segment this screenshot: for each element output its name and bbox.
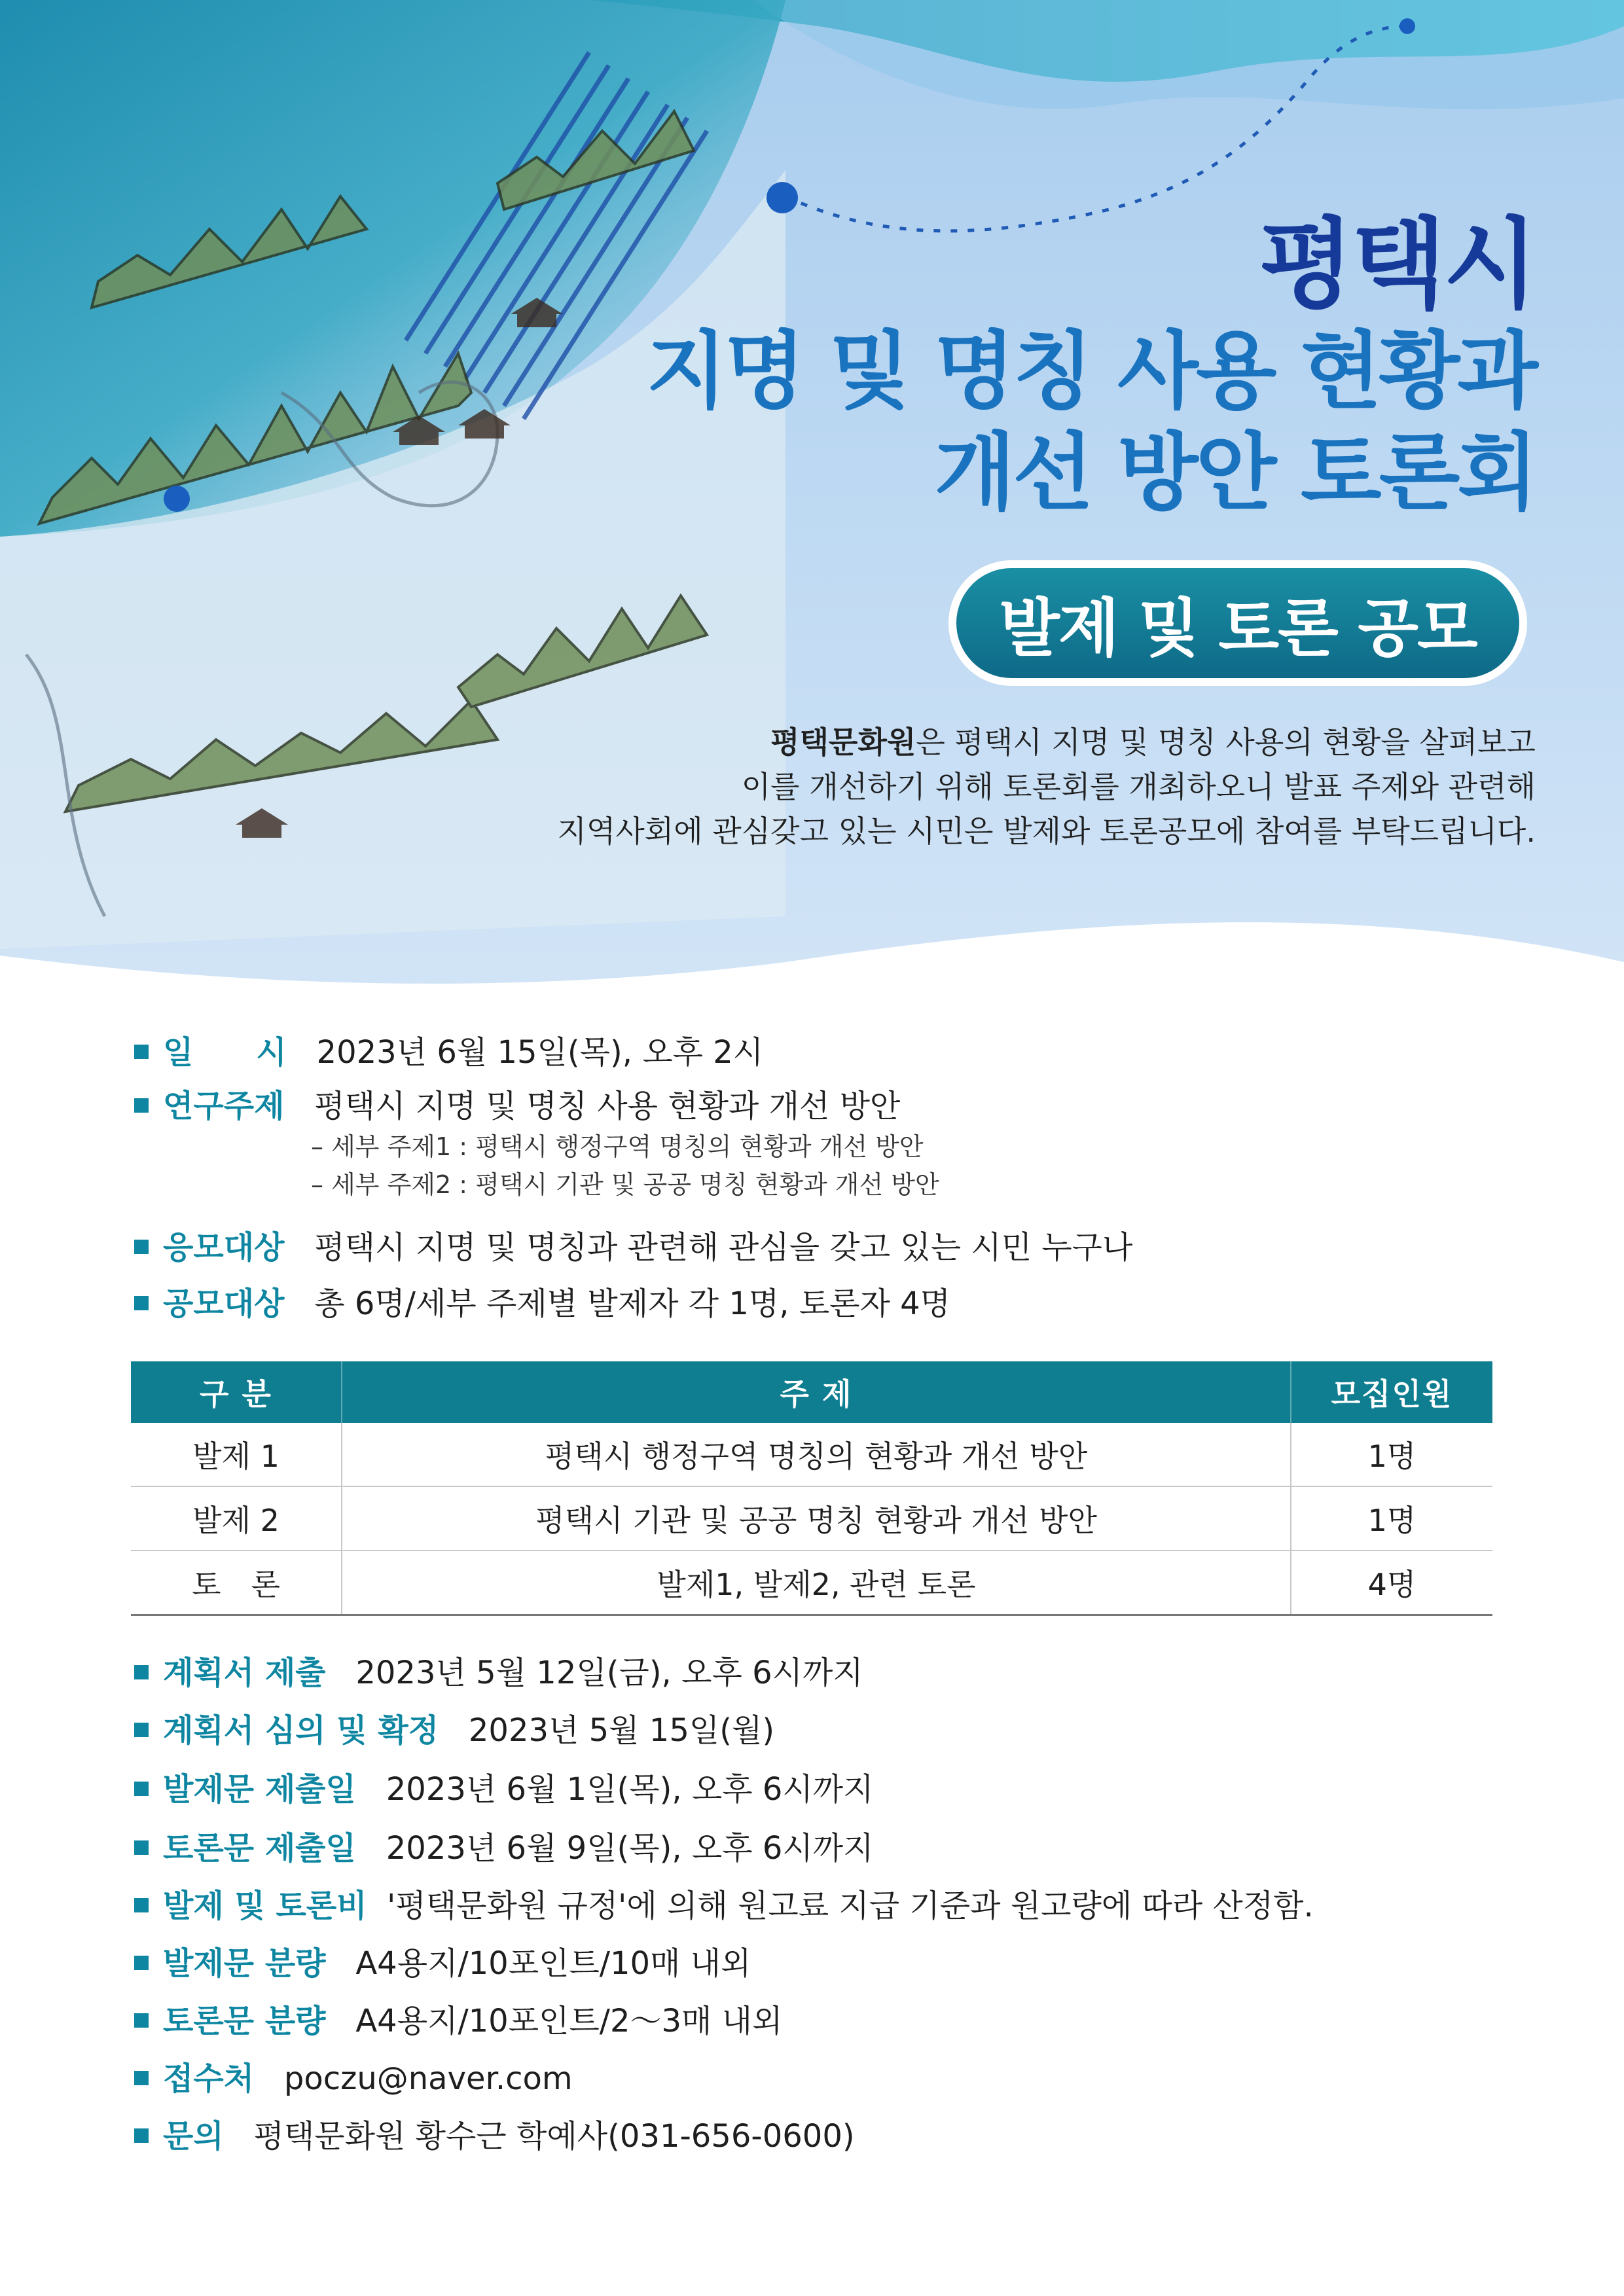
- bullet-square-icon: [134, 1296, 149, 1310]
- table-cell: 발제 1: [131, 1423, 342, 1486]
- schedule-value: 2023년 5월 12일(금), 오후 6시까지: [355, 1655, 863, 1691]
- table-row: [131, 1423, 1492, 1486]
- bullet-square-icon: [134, 1098, 149, 1113]
- topic-sub-2: – 세부 주제2 : 평택시 기관 및 공공 명칭 현황과 개선 방안: [311, 1170, 939, 1199]
- title-block: [423, 209, 1536, 524]
- topic-sub-1: – 세부 주제1 : 평택시 행정구역 명칭의 현황과 개선 방안: [311, 1132, 924, 1161]
- recruit-table: [131, 1361, 1492, 1616]
- schedule-plan-review: [134, 1711, 774, 1750]
- table-row: [131, 1486, 1492, 1551]
- schedule-label: 발제문 제출일: [163, 1771, 356, 1808]
- bullet-square-icon: [134, 2128, 149, 2143]
- table-header-cell: 모집인원: [1291, 1361, 1492, 1423]
- table-cell: 평택시 기관 및 공공 명칭 현황과 개선 방안: [342, 1486, 1291, 1551]
- schedule-value: A4용지/10포인트/10매 내외: [355, 1945, 751, 1982]
- bullet-square-icon: [134, 1956, 149, 1970]
- table-cell: 1명: [1291, 1486, 1492, 1551]
- intro-org: 평택문화원: [770, 725, 916, 760]
- schedule-contact: [134, 2117, 855, 2156]
- schedule-label: 발제문 분량: [163, 1945, 326, 1982]
- schedule-discussion-length: [134, 2001, 782, 2041]
- table-cell: 4명: [1291, 1551, 1492, 1615]
- schedule-label: 계획서 심의 및 확정: [163, 1712, 439, 1749]
- schedule-value: 평택문화원 황수근 학예사(031-656-0600): [253, 2118, 855, 2155]
- call-badge-label: 발제 및 토론 공모: [999, 591, 1477, 665]
- call-badge: [956, 568, 1519, 678]
- table-cell: 발제1, 발제2, 관련 토론: [342, 1551, 1291, 1615]
- table-cell: 1명: [1291, 1423, 1492, 1486]
- bullet-square-icon: [134, 1782, 149, 1796]
- schedule-paper-due: [134, 1770, 874, 1809]
- table-cell: 발제 2: [131, 1486, 342, 1551]
- intro-line3: 지역사회에 관심갖고 있는 시민은 발제와 토론공모에 참여를 부탁드립니다.: [557, 814, 1536, 849]
- table-row: [131, 1551, 1492, 1615]
- schedule-label: 발제 및 토론비: [163, 1888, 367, 1924]
- intro-paragraph: [292, 720, 1536, 853]
- table-cell: 토 론: [131, 1551, 342, 1615]
- bullet-square-icon: [134, 1723, 149, 1737]
- title-subject: 지명 및 명칭 사용 현황과: [646, 323, 1536, 420]
- schedule-value: '평택문화원 규정'에 의해 원고료 지급 기준과 원고량에 따라 산정함.: [387, 1888, 1314, 1924]
- bullet-square-icon: [134, 2071, 149, 2085]
- schedule-plan-submit: [134, 1653, 863, 1693]
- info-value: 평택시 지명 및 명칭 사용 현황과 개선 방안: [314, 1088, 901, 1124]
- table-header-row: [131, 1361, 1492, 1423]
- table-cell: 평택시 행정구역 명칭의 현황과 개선 방안: [342, 1423, 1291, 1486]
- info-label: 공모대상: [163, 1285, 285, 1322]
- schedule-label: 문의: [163, 2118, 224, 2155]
- intro-line2: 이를 개선하기 위해 토론회를 개최하오니 발표 주제와 관련해: [741, 769, 1536, 804]
- bullet-square-icon: [134, 1898, 149, 1912]
- schedule-value: A4용지/10포인트/2～3매 내외: [355, 2003, 783, 2039]
- schedule-value: 2023년 5월 15일(월): [468, 1712, 775, 1749]
- info-topic: [134, 1086, 900, 1126]
- schedule-label: 접수처: [163, 2060, 255, 2097]
- bullet-square-icon: [134, 1840, 149, 1855]
- schedule-label: 토론문 분량: [163, 2003, 326, 2039]
- bullet-square-icon: [134, 1665, 149, 1679]
- schedule-receipt: [134, 2059, 573, 2098]
- info-date: [134, 1033, 763, 1072]
- schedule-discussion-due: [134, 1829, 874, 1868]
- info-label: 응모대상: [163, 1229, 285, 1266]
- table-header-cell: 주 제: [342, 1361, 1291, 1423]
- info-value: 평택시 지명 및 명칭과 관련해 관심을 갖고 있는 시민 누구나: [314, 1229, 1133, 1266]
- schedule-label: 토론문 제출일: [163, 1830, 356, 1867]
- info-recruit: [134, 1284, 950, 1323]
- title-city: 평택시: [1259, 208, 1536, 322]
- info-eligible: [134, 1228, 1132, 1267]
- bullet-square-icon: [134, 1045, 149, 1059]
- schedule-paper-length: [134, 1944, 751, 1983]
- schedule-label: 계획서 제출: [163, 1655, 326, 1691]
- table-header-cell: 구 분: [131, 1361, 342, 1423]
- schedule-fee: [134, 1886, 1314, 1926]
- intro-line1: 은 평택시 지명 및 명칭 사용의 현황을 살펴보고: [916, 725, 1536, 760]
- title-event: 개선 방안 토론회: [934, 424, 1536, 522]
- bullet-square-icon: [134, 2013, 149, 2028]
- bullet-square-icon: [134, 1240, 149, 1254]
- schedule-value: 2023년 6월 1일(목), 오후 6시까지: [386, 1771, 874, 1808]
- info-value: 총 6명/세부 주제별 발제자 각 1명, 토론자 4명: [314, 1285, 951, 1322]
- info-value: 2023년 6월 15일(목), 오후 2시: [316, 1034, 764, 1071]
- schedule-value: 2023년 6월 9일(목), 오후 6시까지: [386, 1830, 874, 1867]
- info-label: 일 시: [163, 1034, 287, 1071]
- info-label: 연구주제: [163, 1088, 285, 1124]
- email-link[interactable]: poczu@naver.com: [283, 2060, 573, 2097]
